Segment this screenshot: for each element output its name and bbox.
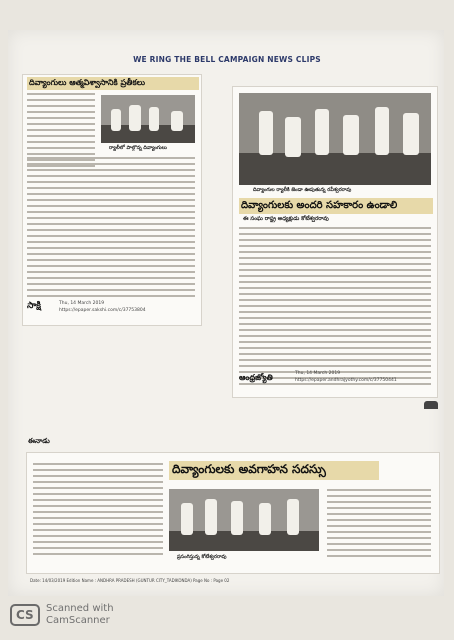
camscanner-line-1: Scanned with bbox=[46, 603, 114, 614]
clip3-body-column-left bbox=[33, 463, 163, 559]
clip3-footer-line: Date: 14/03/2019 Edition Name : ANDHRA PRADESH (GUNTUR CITY_TADIKONDA) Page No : Page 02 bbox=[30, 578, 230, 583]
clip3-masthead: ఈనాడు bbox=[28, 437, 50, 445]
clip2-url: https://epaper.andhrajyothy.com/c/37750441 bbox=[295, 378, 397, 383]
page-header-title: WE RING THE BELL CAMPAIGN NEWS CLIPS bbox=[133, 55, 321, 64]
clip2-publication: ఆంధ్రజ్యోతి bbox=[239, 373, 273, 382]
clip1-url: https://epaper.sakshi.com/c/37753804 bbox=[59, 308, 146, 313]
clip1-photo-caption: ర్యాలీలో పాల్గొన్న దివ్యాంగులు bbox=[109, 145, 167, 151]
news-clip-eenadu bbox=[26, 452, 440, 574]
clip3-photo bbox=[169, 489, 319, 551]
clip2-body-text bbox=[239, 227, 431, 389]
clip2-headline: దివ్యాంగులకు అందరి సహకారం ఉండాలి bbox=[239, 198, 433, 214]
camscanner-watermark bbox=[46, 603, 114, 627]
clip2-subhead: ఈ సంఘ రాష్ట్ర అధ్యక్షుడు కోటేశ్వరరావు bbox=[243, 216, 329, 222]
camscanner-logo: CS bbox=[10, 604, 40, 626]
news-clip-andhrajyothy bbox=[232, 86, 438, 398]
clip3-body-column-right bbox=[327, 489, 431, 561]
camscanner-line-2: CamScanner bbox=[46, 615, 110, 626]
clip2-photo-caption: దివ్యాంగుల ర్యాలీకి జెండా ఊపుతున్న రవీశ్వరరావు bbox=[253, 187, 352, 193]
clip3-photo-caption: ప్రసంగిస్తున్న కోటేశ్వరరావు bbox=[177, 554, 227, 560]
clip2-photo bbox=[239, 93, 431, 185]
clip2-date: Thu, 14 March 2019 bbox=[295, 371, 341, 376]
clip1-publication: సాక్షి bbox=[27, 301, 41, 311]
clip3-headline: దివ్యాంగులకు అవగాహన సదస్సు bbox=[169, 461, 379, 480]
clip1-photo bbox=[101, 95, 195, 143]
clip1-headline: దివ్యాంగులు ఆత్మవిశ్వాసానికి ప్రతీకలు bbox=[27, 77, 199, 90]
bell-icon bbox=[424, 401, 438, 409]
clip1-body-text bbox=[27, 157, 195, 301]
news-clip-sakshi bbox=[22, 74, 202, 326]
clip1-date: Thu, 14 March 2019 bbox=[59, 301, 105, 306]
